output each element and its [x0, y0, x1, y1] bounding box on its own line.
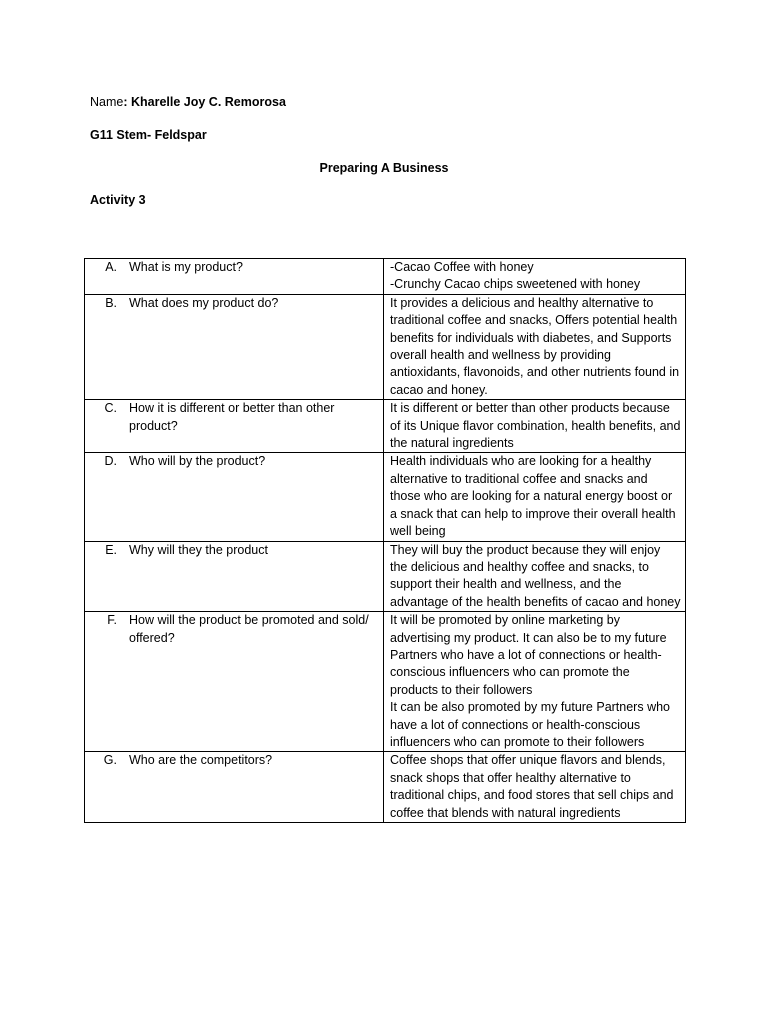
question-text: Why will they the product: [129, 542, 268, 557]
table-row: [85, 259, 686, 295]
business-plan-table: [84, 258, 686, 823]
answer-cell: Coffee shops that offer unique flavors and blends, snack shops that offer healthy alternative to traditional chips, and food stores that sell chips and coffee that blends with natural ingredients: [384, 752, 686, 823]
answer-cell: They will buy the product because they will enjoy the delicious and healthy coffee and snacks, to support their health and wellness, and the advantage of the health benefits of cacao and honey: [384, 541, 686, 612]
table-row: [85, 612, 686, 752]
document-title: Preparing A Business: [319, 161, 449, 175]
question-letter: F.: [107, 613, 117, 628]
table-row: [85, 752, 686, 823]
question-letter: D.: [104, 454, 117, 469]
question-cell: [85, 612, 384, 752]
question-letter: A.: [105, 260, 117, 274]
answer-cell: Health individuals who are looking for a healthy alternative to traditional coffee and snacks and those who are looking for a natural energy boost or a snack that can help to improve their overall health well being: [384, 453, 686, 541]
question-text: What is my product?: [129, 260, 243, 274]
table-row: [85, 294, 686, 399]
question-cell: [85, 259, 384, 295]
name-colon: :: [123, 95, 131, 109]
table-row: [85, 541, 686, 612]
question-text: How it is different or better than other product?: [129, 401, 335, 433]
question-cell: [85, 400, 384, 453]
answer-cell: It is different or better than other products because of its Unique flavor combination, health benefits, and the natural ingredients: [384, 400, 686, 453]
question-text: Who will by the product?: [129, 454, 266, 469]
answer-cell: -Cacao Coffee with honey -Crunchy Cacao chips sweetened with honey: [384, 259, 686, 295]
name-label: Name: [90, 95, 124, 109]
question-text: What does my product do?: [129, 295, 279, 310]
answer-cell: It will be promoted by online marketing by advertising my product. It can also be to my future Partners who have a lot of connections or health-conscious influencers who can promote the products to their followers It can be also promoted by my future Partners who have a lot of connections or health-conscious influencers who can promote to their followers: [384, 612, 686, 752]
name-line: [90, 94, 286, 110]
question-cell: [85, 453, 384, 541]
table-row: [85, 400, 686, 453]
question-letter: E.: [105, 542, 117, 557]
section-line: G11 Stem- Feldspar: [90, 128, 207, 142]
question-cell: [85, 294, 384, 399]
activity-label: Activity 3: [90, 193, 146, 207]
question-letter: G.: [103, 753, 117, 768]
question-cell: [85, 541, 384, 612]
question-text: How will the product be promoted and sold/ offered?: [129, 613, 369, 645]
question-text: Who are the competitors?: [129, 753, 273, 768]
question-cell: [85, 752, 384, 823]
table-row: [85, 453, 686, 541]
question-letter: C.: [104, 401, 117, 416]
question-letter: B.: [105, 295, 117, 310]
student-name: Kharelle Joy C. Remorosa: [130, 95, 286, 109]
answer-cell: It provides a delicious and healthy alternative to traditional coffee and snacks, Offers potential health benefits for individuals with diabetes, and Supports overall health and wellness by providing antioxidants, flavonoids, and other nutrients found in cacao and honey.: [384, 294, 686, 399]
